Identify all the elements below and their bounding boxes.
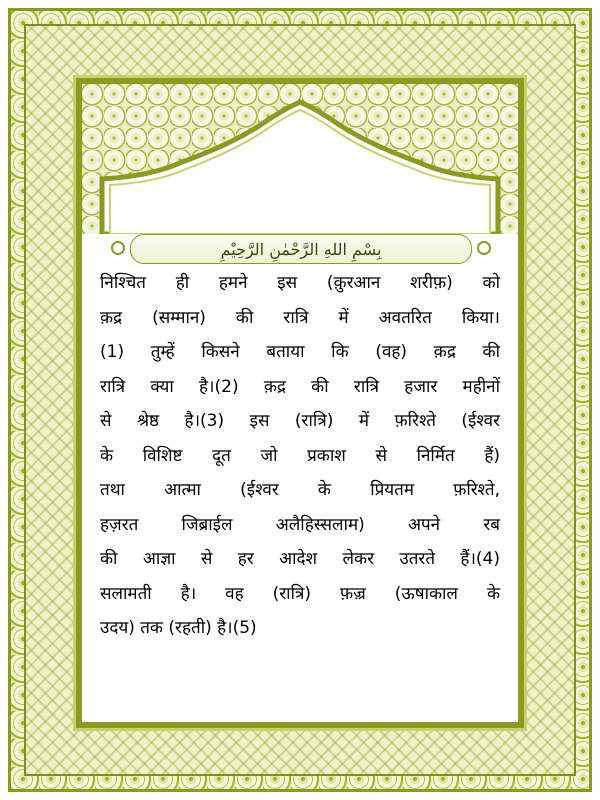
arch-decoration xyxy=(82,84,518,234)
verse-line: (1) तुम्हें किसने बताया कि (वह) क़द्र की xyxy=(100,342,500,362)
verse-line: हज़रत जिब्राईल अलैहिस्सलाम) अपने रब xyxy=(100,514,500,535)
verse-line: रात्रि क्या है।(2) क़द्र की रात्रि हजार महीनों xyxy=(100,376,500,397)
banner-ornament-icon xyxy=(111,241,125,255)
verse-line: उदय) तक (रहती) है।(5) xyxy=(100,618,257,638)
verse-text xyxy=(100,266,500,716)
arch-shape-icon xyxy=(82,84,518,234)
bismillah-text: بِسْمِ اللهِ الرَّحْمٰنِ الرَّحِيْمِ xyxy=(220,239,382,259)
verse-line: निश्चित ही हमने इस (क़ुरआन शरीफ़) को xyxy=(100,273,500,293)
verse-line: के विशिष्ट दूत जो प्रकाश से निर्मित हैं) xyxy=(100,445,500,466)
verse-line: सलामती है। वह (रात्रि) फ़ज़्र (ऊषाकाल के xyxy=(100,583,500,604)
verse-line: की आज्ञा से हर आदेश लेकर उतरते हैं।(4) xyxy=(100,549,500,569)
bismillah-banner xyxy=(130,234,472,264)
banner-ornament-icon xyxy=(477,241,491,255)
verse-line: क़द्र (सम्मान) की रात्रि में अवतरित किया। xyxy=(100,307,500,328)
verse-line: से श्रेष्ठ है।(3) इस (रात्रि) में फ़रिश्ते (ईश्वर xyxy=(100,411,500,431)
verse-line: तथा आत्मा (ईश्वर के प्रियतम फ़रिश्ते, xyxy=(100,480,500,500)
